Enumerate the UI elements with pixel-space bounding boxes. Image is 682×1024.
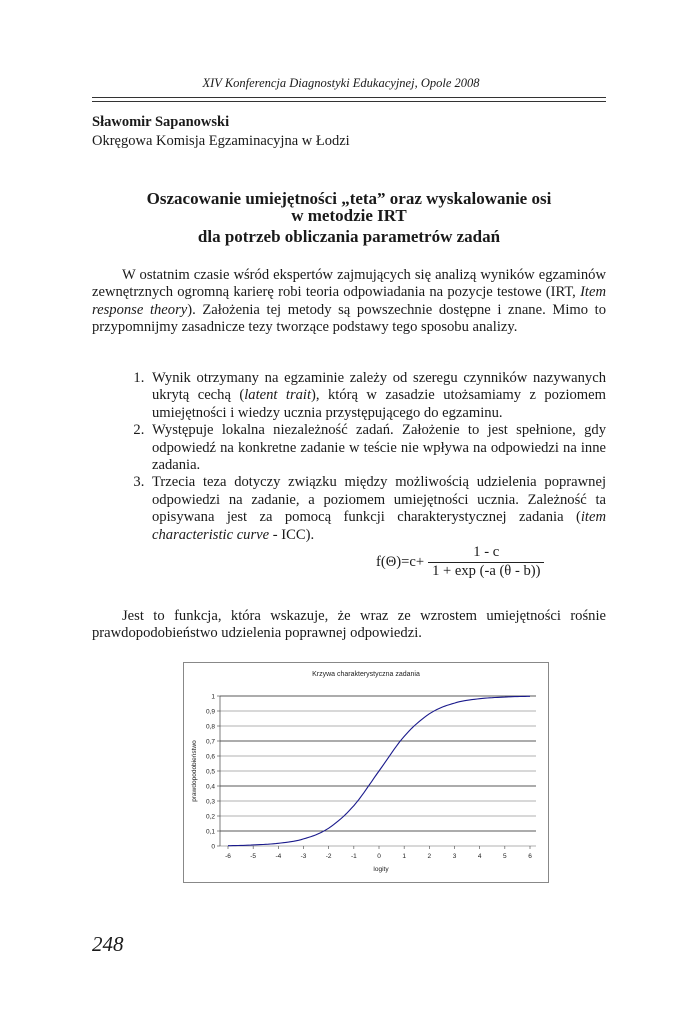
x-tick-label: 6: [528, 853, 532, 860]
title-line: Oszacowanie umiejętności „teta” oraz wyskalowanie osi: [146, 189, 552, 208]
paper-title: [92, 190, 606, 245]
y-tick-label: 0,5: [205, 768, 215, 776]
icc-formula: [376, 544, 540, 580]
thesis-list: [92, 370, 606, 544]
header-rule: [92, 97, 606, 98]
page-number: 248: [92, 932, 124, 956]
y-tick-label: 0,6: [205, 753, 215, 761]
title-line: dla potrzeb obliczania parametrów zadań: [197, 227, 501, 246]
x-tick-label: -3: [300, 853, 307, 860]
x-tick-label: -1: [350, 853, 357, 860]
author-affiliation: Okręgowa Komisja Egzaminacyjna w Łodzi: [92, 133, 350, 149]
chart-svg: [184, 663, 548, 882]
x-tick-label: -5: [250, 853, 257, 860]
formula-lhs: f(Θ)=c+: [376, 553, 425, 570]
y-tick-label: 0,1: [205, 828, 215, 836]
y-tick-label: 0,9: [205, 708, 215, 716]
formula-fraction: [432, 544, 540, 580]
formula-denominator: 1 + exp (-a (θ - b)): [432, 563, 541, 579]
x-tick-label: -2: [325, 853, 332, 860]
header-rule-thin: [92, 101, 606, 102]
chart-title: Krzywa charakterystyczna zadania: [312, 671, 420, 678]
list-item: 2. Występuje lokalna niezależność zadań. Założenie to jest spełnione, gdy odpowiedź na konkretne zadanie w teście nie wpływa na odpowiedzi na inne zadania.: [148, 422, 606, 474]
x-tick-label: 4: [477, 853, 482, 860]
formula-numerator: 1 - c: [428, 544, 544, 563]
list-item: 3. Trzecia teza dotyczy związku między możliwością udzielenia poprawnej odpowiedzi na zadanie, a poziomem umiejętności ucznia. Zależność ta opisywana jest za pomocą funkcji charakterystycznej zadania (item characteristic curve - ICC).: [148, 474, 606, 544]
y-axis-label: prawdopodobieństwo: [191, 740, 198, 802]
italic-text: Item response theory: [92, 284, 606, 318]
x-tick-label: -6: [225, 853, 231, 860]
paragraph: Jest to funkcja, która wskazuje, że wraz ze wzrostem umiejętności rośnie prawdopodobieństwo udzielenia poprawnej odpowiedzi.: [92, 608, 606, 642]
x-tick-label: 1: [402, 853, 406, 860]
intro-paragraph: [92, 267, 606, 337]
x-tick-label: 5: [503, 853, 507, 860]
x-axis-label: logity: [373, 866, 389, 873]
x-tick-label: 3: [452, 853, 457, 860]
y-tick-label: 0,7: [205, 738, 215, 746]
x-tick-label: -4: [275, 853, 282, 860]
text: ). Założenia tej metody są powszechnie dostępne i znane. Mimo to przypomnijmy zasadnicze tezy tworzące podstawy tego sposobu analizy.: [92, 301, 606, 336]
y-tick-label: 0,2: [205, 813, 215, 821]
title-line: w metodzie IRT: [291, 206, 407, 225]
y-tick-label: 0,4: [205, 783, 215, 791]
y-tick-label: 0,8: [205, 723, 215, 731]
x-tick-label: 0: [377, 853, 381, 860]
author-name: Sławomir Sapanowski: [92, 114, 230, 130]
running-header: XIV Konferencja Diagnostyki Edukacyjnej, Opole 2008: [202, 76, 480, 90]
y-tick-label: 1: [211, 693, 215, 701]
y-tick-label: 0: [211, 843, 215, 851]
list-item: 1. Wynik otrzymany na egzaminie zależy od szeregu czynników nazywanych ukrytą cechą (latent trait), którą w zasadzie utożsamiamy z poziomem umiejętności i wiedzy ucznia przystępującego do egzaminu.: [148, 370, 606, 422]
icc-chart: [183, 662, 549, 883]
y-tick-label: 0,3: [205, 798, 215, 806]
x-tick-label: 2: [427, 853, 432, 860]
text: W ostatnim czasie wśród ekspertów zajmujących się analizą wyników egzaminów zewnętrznych ogromną karierę robi teoria odpowiadania na pozycje testowe (IRT,: [92, 267, 606, 301]
